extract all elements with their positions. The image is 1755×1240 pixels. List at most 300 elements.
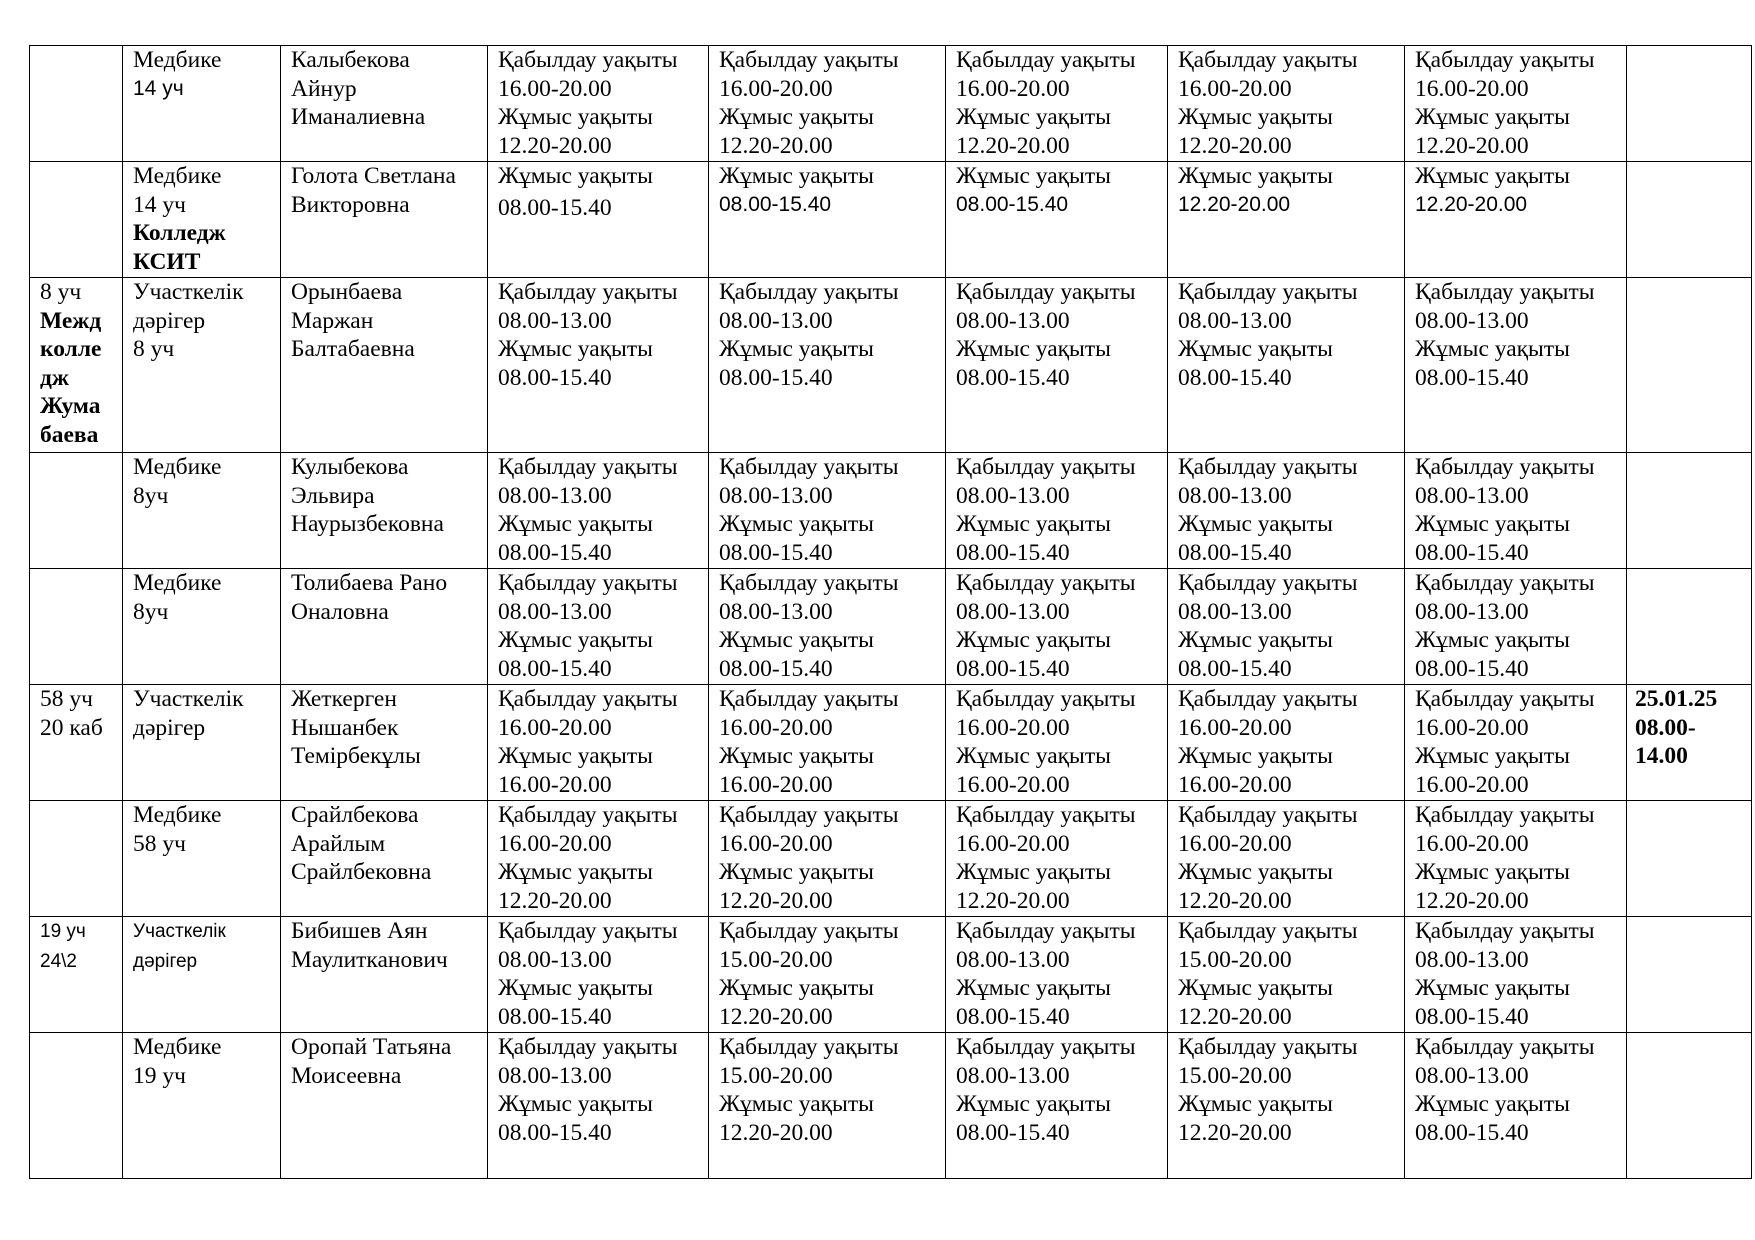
cell-line: Жұмыс уақыты xyxy=(1178,163,1333,189)
cell-line: 08.00-13.00 xyxy=(719,598,833,625)
cell-line: 08.00-15.40 xyxy=(956,364,1070,391)
site-cell xyxy=(30,1033,123,1179)
cell-line: 08.00-15.40 xyxy=(1415,1003,1529,1030)
cell-line: Жұмыс уақыты xyxy=(719,511,874,538)
cell-line: Жұмыс уақыты xyxy=(1178,104,1333,131)
employee-name-cell xyxy=(281,569,488,685)
cell-line: 08.00-15.40 xyxy=(1178,364,1292,391)
cell-line: Жұмыс уақыты xyxy=(1178,511,1333,538)
cell-line: 8уч xyxy=(133,598,169,625)
employee-name-cell xyxy=(281,453,488,569)
cell-line: Қабылдау уақыты xyxy=(498,454,678,480)
day-schedule-cell xyxy=(488,917,709,1033)
cell-line: Қабылдау уақыты xyxy=(498,570,678,596)
cell-line: 08.00-13.00 xyxy=(1415,598,1529,625)
cell-line: Қабылдау уақыты xyxy=(1178,802,1358,828)
cell-line: 12.20-20.00 xyxy=(719,1003,833,1030)
day-schedule-cell xyxy=(488,162,709,278)
cell-line: Медбике xyxy=(133,47,222,73)
cell-line: Балтабаевна xyxy=(291,336,415,363)
cell-line: 12.20-20.00 xyxy=(956,887,1070,914)
cell-line: Қабылдау уақыты xyxy=(719,686,899,712)
day-schedule-cell xyxy=(946,569,1168,685)
cell-line: Жұмыс уақыты xyxy=(956,859,1111,886)
cell-line: 16.00-20.00 xyxy=(956,714,1070,741)
employee-name-cell xyxy=(281,162,488,278)
schedule-body xyxy=(30,46,1752,1179)
cell-line: Жұмыс уақыты xyxy=(956,511,1111,538)
cell-line: 08.00-13.00 xyxy=(956,946,1070,973)
cell-line: 08.00-13.00 xyxy=(719,307,833,334)
cell-line: Қабылдау уақыты xyxy=(498,279,678,305)
cell-line: 08.00-13.00 xyxy=(498,946,612,973)
site-cell xyxy=(30,685,123,801)
day-schedule-cell xyxy=(709,453,946,569)
day-schedule-cell xyxy=(946,685,1168,801)
day-schedule-cell xyxy=(1168,278,1405,453)
cell-line: Қабылдау уақыты xyxy=(956,454,1136,480)
cell-line: 19 уч xyxy=(40,921,86,942)
cell-line: Жұмыс уақыты xyxy=(1178,627,1333,654)
cell-line: Бибишев Аян xyxy=(291,918,428,944)
cell-line: Жұмыс уақыты xyxy=(498,627,653,654)
day-schedule-cell xyxy=(1405,162,1627,278)
cell-line: 12.20-20.00 xyxy=(1178,1119,1292,1146)
cell-line: 16.00-20.00 xyxy=(1415,714,1529,741)
extra-date-cell xyxy=(1627,46,1752,162)
day-schedule-cell xyxy=(1168,685,1405,801)
position-cell xyxy=(123,162,281,278)
cell-line: 08.00-15.40 xyxy=(498,539,612,566)
cell-line: Жұмыс уақыты xyxy=(956,1091,1111,1118)
cell-line: 12.20-20.00 xyxy=(719,132,833,159)
cell-line: 08.00-15.40 xyxy=(956,1003,1070,1030)
cell-line: Қабылдау уақыты xyxy=(719,279,899,305)
employee-name-cell xyxy=(281,917,488,1033)
cell-line: Қабылдау уақыты xyxy=(498,1034,678,1060)
cell-line: 08.00-15.40 xyxy=(498,364,612,391)
cell-line: 12.20-20.00 xyxy=(1178,192,1291,216)
day-schedule-cell xyxy=(1405,917,1627,1033)
cell-line: Жұмыс уақыты xyxy=(719,336,874,363)
position-cell xyxy=(123,453,281,569)
cell-line: 19 уч xyxy=(133,1062,186,1089)
cell-line: 8уч xyxy=(133,482,169,509)
site-cell xyxy=(30,917,123,1033)
day-schedule-cell xyxy=(946,278,1168,453)
extra-date-cell xyxy=(1627,162,1752,278)
table-row xyxy=(30,801,1752,917)
cell-line: 16.00-20.00 xyxy=(719,830,833,857)
cell-line: Моисеевна xyxy=(291,1062,402,1089)
day-schedule-cell xyxy=(1168,569,1405,685)
cell-line: дәрігер xyxy=(133,307,206,334)
cell-line: Қабылдау уақыты xyxy=(956,1034,1136,1060)
cell-line: Жұмыс уақыты xyxy=(1415,743,1570,770)
cell-line: дж xyxy=(40,364,69,391)
day-schedule-cell xyxy=(1405,801,1627,917)
cell-line: Қабылдау уақыты xyxy=(956,918,1136,944)
cell-line: баева xyxy=(40,421,99,448)
extra-date-cell xyxy=(1627,1033,1752,1179)
cell-line: 08.00-15.40 xyxy=(1415,655,1529,682)
cell-line: 08.00-15.40 xyxy=(498,655,612,682)
cell-line: Кулыбекова xyxy=(291,454,409,480)
site-cell xyxy=(30,569,123,685)
cell-line: Жұмыс уақыты xyxy=(719,743,874,770)
cell-line: 16.00-20.00 xyxy=(1178,771,1292,798)
cell-line: Оропай Татьяна xyxy=(291,1034,452,1060)
site-cell xyxy=(30,162,123,278)
cell-line: Жұмыс уақыты xyxy=(1415,511,1570,538)
day-schedule-cell xyxy=(1168,162,1405,278)
cell-line: 12.20-20.00 xyxy=(719,1119,833,1146)
cell-line: 8 уч xyxy=(40,279,82,305)
cell-line: 08.00-13.00 xyxy=(498,307,612,334)
position-cell xyxy=(123,801,281,917)
cell-line: Қабылдау уақыты xyxy=(719,918,899,944)
cell-line: Жеткерген xyxy=(291,686,397,712)
cell-line: Қабылдау уақыты xyxy=(1415,918,1595,944)
cell-line: 08.00-15.40 xyxy=(1415,539,1529,566)
cell-line: 16.00-20.00 xyxy=(498,75,612,102)
cell-line: 08.00-13.00 xyxy=(1415,1062,1529,1089)
cell-line: 08.00-15.40 xyxy=(956,539,1070,566)
day-schedule-cell xyxy=(709,162,946,278)
day-schedule-cell xyxy=(1405,453,1627,569)
cell-line: 08.00-13.00 xyxy=(956,307,1070,334)
cell-line: Қабылдау уақыты xyxy=(956,279,1136,305)
cell-line: Қабылдау уақыты xyxy=(1415,686,1595,712)
cell-line: 20 каб xyxy=(40,714,103,741)
cell-line: Медбике xyxy=(133,1034,222,1060)
position-cell xyxy=(123,46,281,162)
cell-line: 12.20-20.00 xyxy=(1178,132,1292,159)
cell-line: 12.20-20.00 xyxy=(1178,1003,1292,1030)
cell-line: колле xyxy=(40,336,102,363)
cell-line: Жұмыс уақыты xyxy=(498,1091,653,1118)
cell-line: Қабылдау уақыты xyxy=(719,1034,899,1060)
cell-line: Жұмыс уақыты xyxy=(719,104,874,131)
cell-line: 08.00-15.40 xyxy=(719,192,832,216)
cell-line: 12.20-20.00 xyxy=(1415,887,1529,914)
cell-line: 16.00-20.00 xyxy=(1178,75,1292,102)
day-schedule-cell xyxy=(709,46,946,162)
cell-line: Жұмыс уақыты xyxy=(498,743,653,770)
cell-line: 16.00-20.00 xyxy=(956,771,1070,798)
extra-date-cell xyxy=(1627,917,1752,1033)
cell-line: 12.20-20.00 xyxy=(956,132,1070,159)
position-cell xyxy=(123,1033,281,1179)
day-schedule-cell xyxy=(1405,569,1627,685)
cell-line: Калыбекова xyxy=(291,47,410,73)
day-schedule-cell xyxy=(488,685,709,801)
cell-line: 08.00-13.00 xyxy=(1178,482,1292,509)
cell-line: Қабылдау уақыты xyxy=(1415,47,1595,73)
cell-line: 14 уч xyxy=(133,76,184,100)
cell-line: 16.00-20.00 xyxy=(1415,771,1529,798)
cell-line: Участкелік xyxy=(133,921,226,942)
day-schedule-cell xyxy=(709,278,946,453)
cell-line: Участкелік xyxy=(133,279,244,305)
cell-line: Қабылдау уақыты xyxy=(498,686,678,712)
table-row xyxy=(30,46,1752,162)
site-cell xyxy=(30,278,123,453)
cell-line: 16.00-20.00 xyxy=(1178,714,1292,741)
cell-line: дәрігер xyxy=(133,951,198,972)
extra-date-cell xyxy=(1627,685,1752,801)
cell-line: 08.00-15.40 xyxy=(956,655,1070,682)
day-schedule-cell xyxy=(1168,46,1405,162)
cell-line: Айнур xyxy=(291,75,357,102)
day-schedule-cell xyxy=(1405,685,1627,801)
cell-line: 16.00-20.00 xyxy=(956,75,1070,102)
cell-line: 12.20-20.00 xyxy=(498,887,612,914)
cell-line: дәрігер xyxy=(133,714,206,741)
day-schedule-cell xyxy=(1405,278,1627,453)
schedule-table xyxy=(29,45,1752,1179)
position-cell xyxy=(123,278,281,453)
cell-line: Жұмыс уақыты xyxy=(956,975,1111,1002)
day-schedule-cell xyxy=(946,801,1168,917)
cell-line: Қабылдау уақыты xyxy=(1415,454,1595,480)
cell-line: 12.20-20.00 xyxy=(719,887,833,914)
day-schedule-cell xyxy=(1405,46,1627,162)
cell-line: 08.00-15.40 xyxy=(719,655,833,682)
cell-line: 08.00-15.40 xyxy=(719,539,833,566)
cell-line: Жұмыс уақыты xyxy=(1178,975,1333,1002)
cell-line: Қабылдау уақыты xyxy=(956,570,1136,596)
day-schedule-cell xyxy=(488,46,709,162)
cell-line: Қабылдау уақыты xyxy=(956,802,1136,828)
cell-line: Қабылдау уақыты xyxy=(956,686,1136,712)
cell-line: Қабылдау уақыты xyxy=(719,570,899,596)
cell-line: Жұмыс уақыты xyxy=(498,104,653,131)
day-schedule-cell xyxy=(488,801,709,917)
cell-line: 58 уч xyxy=(133,830,186,857)
extra-date-cell xyxy=(1627,278,1752,453)
cell-line: 12.20-20.00 xyxy=(498,132,612,159)
cell-line: 08.00-13.00 xyxy=(1415,482,1529,509)
cell-line: 08.00- xyxy=(1635,714,1696,741)
cell-line: Жұмыс уақыты xyxy=(956,743,1111,770)
day-schedule-cell xyxy=(488,569,709,685)
cell-line: Иманалиевна xyxy=(291,104,426,131)
cell-line: Қабылдау уақыты xyxy=(1415,279,1595,305)
cell-line: 08.00-15.40 xyxy=(719,364,833,391)
cell-line: Срайлбекова xyxy=(291,802,419,828)
cell-line: Жұмыс уақыты xyxy=(719,859,874,886)
day-schedule-cell xyxy=(1405,1033,1627,1179)
day-schedule-cell xyxy=(946,1033,1168,1179)
cell-line: 24\2 xyxy=(40,951,77,972)
cell-line: Жұмыс уақыты xyxy=(1178,743,1333,770)
cell-line: Жұмыс уақыты xyxy=(498,975,653,1002)
cell-line: 12.20-20.00 xyxy=(1415,192,1528,216)
cell-line: Қабылдау уақыты xyxy=(498,802,678,828)
cell-line: 08.00-13.00 xyxy=(498,482,612,509)
cell-line: Қабылдау уақыты xyxy=(1178,454,1358,480)
cell-line: Жұмыс уақыты xyxy=(956,336,1111,363)
table-row xyxy=(30,917,1752,1033)
cell-line: Межд xyxy=(40,307,102,334)
cell-line: Жұмыс уақыты xyxy=(956,104,1111,131)
cell-line: Қабылдау уақыты xyxy=(1178,918,1358,944)
cell-line: КСИТ xyxy=(133,248,201,275)
table-row xyxy=(30,278,1752,453)
cell-line: 08.00-13.00 xyxy=(956,1062,1070,1089)
cell-line: 16.00-20.00 xyxy=(719,75,833,102)
cell-line: Қабылдау уақыты xyxy=(956,47,1136,73)
position-cell xyxy=(123,917,281,1033)
day-schedule-cell xyxy=(709,917,946,1033)
cell-line: Викторовна xyxy=(291,191,410,218)
cell-line: Қабылдау уақыты xyxy=(719,802,899,828)
cell-line: 08.00-15.40 xyxy=(1178,655,1292,682)
cell-line: Жұмыс уақыты xyxy=(1415,163,1570,189)
cell-line: Жұмыс уақыты xyxy=(498,511,653,538)
cell-line: Жұмыс уақыты xyxy=(1415,1091,1570,1118)
cell-line: 08.00-15.40 xyxy=(1415,1119,1529,1146)
cell-line: 16.00-20.00 xyxy=(498,771,612,798)
cell-line: Жұмыс уақыты xyxy=(956,163,1111,189)
employee-name-cell xyxy=(281,685,488,801)
cell-line: Қабылдау уақыты xyxy=(498,918,678,944)
cell-line: Жұмыс уақыты xyxy=(498,163,653,189)
cell-line: 08.00-15.40 xyxy=(498,1003,612,1030)
table-row xyxy=(30,569,1752,685)
employee-name-cell xyxy=(281,801,488,917)
day-schedule-cell xyxy=(1168,453,1405,569)
cell-line: 12.20-20.00 xyxy=(1415,132,1529,159)
cell-line: Нышанбек xyxy=(291,714,399,741)
cell-line: Қабылдау уақыты xyxy=(1415,802,1595,828)
day-schedule-cell xyxy=(709,1033,946,1179)
cell-line: Қабылдау уақыты xyxy=(1178,686,1358,712)
day-schedule-cell xyxy=(1168,917,1405,1033)
day-schedule-cell xyxy=(946,453,1168,569)
cell-line: Медбике xyxy=(133,570,222,596)
cell-line: 08.00-15.40 xyxy=(498,1119,612,1146)
cell-line: 15.00-20.00 xyxy=(1178,946,1292,973)
cell-line: Жұмыс уақыты xyxy=(1178,336,1333,363)
cell-line: Жұмыс уақыты xyxy=(498,859,653,886)
cell-line: 16.00-20.00 xyxy=(1178,830,1292,857)
day-schedule-cell xyxy=(709,569,946,685)
cell-line: Медбике xyxy=(133,802,222,828)
cell-line: Жұмыс уақыты xyxy=(719,627,874,654)
day-schedule-cell xyxy=(946,917,1168,1033)
cell-line: Қабылдау уақыты xyxy=(1415,570,1595,596)
cell-line: Қабылдау уақыты xyxy=(1178,279,1358,305)
table-row xyxy=(30,453,1752,569)
cell-line: Жұмыс уақыты xyxy=(1415,104,1570,131)
cell-line: 08.00-13.00 xyxy=(1178,307,1292,334)
cell-line: Жұмыс уақыты xyxy=(1415,859,1570,886)
cell-line: Қабылдау уақыты xyxy=(1178,570,1358,596)
cell-line: 08.00-13.00 xyxy=(956,598,1070,625)
cell-line: Жұмыс уақыты xyxy=(498,336,653,363)
employee-name-cell xyxy=(281,1033,488,1179)
site-cell xyxy=(30,46,123,162)
cell-line: Жұмыс уақыты xyxy=(719,1091,874,1118)
cell-line: Оналовна xyxy=(291,598,389,625)
table-row xyxy=(30,685,1752,801)
cell-line: Эльвира xyxy=(291,482,375,509)
employee-name-cell xyxy=(281,46,488,162)
cell-line: Жұмыс уақыты xyxy=(1178,859,1333,886)
cell-line: 08.00-15.40 xyxy=(956,1119,1070,1146)
cell-line: Қабылдау уақыты xyxy=(719,454,899,480)
cell-line: Жұмыс уақыты xyxy=(1178,1091,1333,1118)
day-schedule-cell xyxy=(709,685,946,801)
cell-line: Толибаева Рано xyxy=(291,570,448,596)
site-cell xyxy=(30,453,123,569)
position-cell xyxy=(123,685,281,801)
cell-line: 16.00-20.00 xyxy=(1415,75,1529,102)
cell-line: Қабылдау уақыты xyxy=(719,47,899,73)
cell-line: Қабылдау уақыты xyxy=(1178,1034,1358,1060)
cell-line: 08.00-15.40 xyxy=(498,194,612,221)
cell-line: 16.00-20.00 xyxy=(498,714,612,741)
cell-line: 15.00-20.00 xyxy=(719,946,833,973)
cell-line: Қабылдау уақыты xyxy=(1178,47,1358,73)
cell-line: Орынбаева xyxy=(291,279,403,305)
cell-line: Маржан xyxy=(291,307,374,334)
site-cell xyxy=(30,801,123,917)
day-schedule-cell xyxy=(946,46,1168,162)
day-schedule-cell xyxy=(946,162,1168,278)
cell-line: 08.00-13.00 xyxy=(498,598,612,625)
cell-line: Колледж xyxy=(133,220,226,247)
cell-line: 14.00 xyxy=(1635,743,1688,770)
day-schedule-cell xyxy=(709,801,946,917)
cell-line: 12.20-20.00 xyxy=(1178,887,1292,914)
cell-line: 16.00-20.00 xyxy=(956,830,1070,857)
cell-line: Жұмыс уақыты xyxy=(719,163,874,189)
employee-name-cell xyxy=(281,278,488,453)
cell-line: Медбике xyxy=(133,163,222,189)
cell-line: Наурызбековна xyxy=(291,511,444,538)
cell-line: 14 уч xyxy=(133,191,186,218)
cell-line: Участкелік xyxy=(133,686,244,712)
cell-line: 58 уч xyxy=(40,686,93,712)
cell-line: Жұмыс уақыты xyxy=(1415,336,1570,363)
cell-line: 08.00-15.40 xyxy=(1415,364,1529,391)
cell-line: Қабылдау уақыты xyxy=(1415,1034,1595,1060)
cell-line: Медбике xyxy=(133,454,222,480)
cell-line: 08.00-13.00 xyxy=(498,1062,612,1089)
cell-line: 08.00-13.00 xyxy=(1415,946,1529,973)
cell-line: Жума xyxy=(40,393,101,420)
cell-line: 16.00-20.00 xyxy=(719,771,833,798)
cell-line: 08.00-13.00 xyxy=(1178,598,1292,625)
day-schedule-cell xyxy=(488,278,709,453)
cell-line: 08.00-13.00 xyxy=(719,482,833,509)
cell-line: Арайлым xyxy=(291,830,386,857)
extra-date-cell xyxy=(1627,801,1752,917)
extra-date-cell xyxy=(1627,569,1752,685)
day-schedule-cell xyxy=(488,1033,709,1179)
cell-line: Жұмыс уақыты xyxy=(956,627,1111,654)
extra-date-cell xyxy=(1627,453,1752,569)
cell-line: Срайлбековна xyxy=(291,859,432,886)
cell-line: 16.00-20.00 xyxy=(719,714,833,741)
day-schedule-cell xyxy=(488,453,709,569)
cell-line: Жұмыс уақыты xyxy=(719,975,874,1002)
cell-line: Жұмыс уақыты xyxy=(1415,627,1570,654)
cell-line: 16.00-20.00 xyxy=(1415,830,1529,857)
